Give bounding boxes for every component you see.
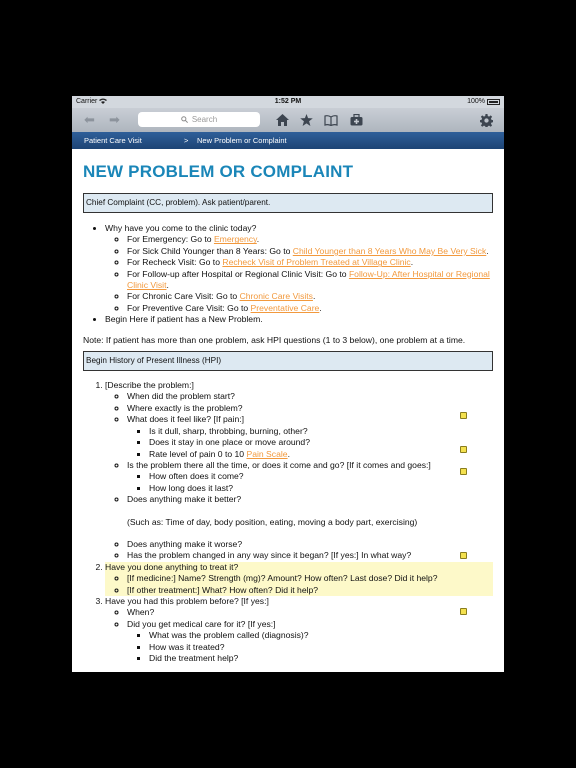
list-item: ▪ Did the treatment help?	[149, 653, 493, 664]
toolbar	[72, 108, 504, 132]
medical-bag-icon[interactable]	[348, 112, 364, 128]
list-item: ◦ When?	[127, 607, 493, 618]
battery-icon	[487, 99, 500, 105]
option-text: For Sick Child Younger than 8 Years: Go to	[127, 245, 293, 256]
star-icon[interactable]	[298, 112, 314, 128]
question-sublist	[105, 391, 493, 561]
follow-up-link[interactable]: Follow-Up: After Hospital or Regional Clinic Visit	[127, 268, 490, 291]
question-label: Have you done anything to treat it?	[105, 561, 239, 572]
option-text: For Chronic Care Visit: Go to	[127, 291, 240, 302]
visit-option-chronic	[127, 291, 493, 302]
recheck-link[interactable]: Recheck Visit of Problem Treated at Village Clinic	[222, 257, 411, 268]
list-item: ◦ Where exactly is the problem?	[127, 403, 493, 414]
sick-child-link[interactable]: Child Younger than 8 Years Who May Be Very Sick	[292, 245, 487, 256]
item-text: Rate level of pain 0 to 10	[149, 448, 247, 459]
begin-here-item: • Begin Here if patient has a New Problem.	[105, 314, 493, 325]
multi-problem-note: Note: If patient has more than one problem, ask HPI questions (1 to 3 below), one problem at a time.	[83, 334, 466, 345]
item-suffix: .	[287, 448, 290, 459]
option-suffix: .	[486, 245, 489, 256]
emergency-link[interactable]: Emergency	[213, 234, 257, 245]
pain-sublist	[127, 426, 493, 460]
list-item: ▪ What was the problem called (diagnosis)?	[149, 630, 493, 641]
gear-icon[interactable]	[478, 112, 494, 128]
hpi-box: Begin History of Present Illness (HPI)	[83, 351, 493, 371]
list-item: ◦ When did the problem start?	[127, 391, 493, 402]
item-text: Did you get medical care for it? [If yes:]	[127, 618, 276, 629]
breadcrumb	[72, 132, 504, 149]
visit-option-follow-up	[127, 269, 493, 292]
chief-complaint-box: Chief Complaint (CC, problem). Ask patient/parent.	[83, 193, 493, 213]
home-icon[interactable]	[274, 112, 290, 128]
visit-type-list	[83, 223, 493, 326]
option-suffix: .	[256, 234, 260, 245]
question-label: [Describe the problem:]	[105, 380, 194, 391]
list-item	[127, 414, 493, 460]
item-text: Does anything make it better?	[127, 494, 242, 505]
status-time: 1:52 PM	[274, 98, 302, 105]
list-item: ◦ [If other treatment:] What? How often? Did it help?	[127, 585, 493, 596]
list-item	[127, 619, 493, 665]
option-suffix: .	[312, 291, 316, 302]
hpi-question-1	[105, 380, 493, 562]
status-bar	[72, 96, 504, 108]
list-item: ▪ How often does it come?	[149, 471, 493, 482]
forward-arrow-icon[interactable]: ➡	[109, 112, 120, 127]
visit-options	[105, 234, 493, 314]
question-label: Have you had this problem before? [If yes:]	[105, 595, 269, 606]
visit-option-sick-child	[127, 246, 493, 257]
option-suffix: .	[410, 257, 414, 268]
app-screen	[72, 96, 504, 672]
option-suffix: .	[319, 302, 322, 313]
list-item: ◦ Has the problem changed in any way since it began? [If yes:] In what way?	[127, 550, 493, 561]
chronic-care-link[interactable]: Chronic Care Visits	[239, 291, 313, 302]
care-sublist	[127, 630, 493, 664]
page-title: NEW PROBLEM OR COMPLAINT	[83, 162, 354, 181]
list-item: ▪ How long does it last?	[149, 483, 493, 494]
search-placeholder: Search	[191, 115, 218, 124]
pain-scale-link[interactable]: Pain Scale	[246, 448, 288, 459]
visit-option-preventive	[127, 303, 493, 314]
breadcrumb-separator: >	[184, 136, 189, 145]
search-icon	[181, 116, 188, 123]
back-arrow-icon[interactable]: ⬅	[84, 112, 95, 127]
breadcrumb-current: New Problem or Complaint	[197, 136, 287, 145]
hpi-question-3	[105, 596, 493, 664]
option-text: For Follow-up after Hospital or Regional Clinic Visit: Go to	[127, 268, 349, 279]
battery-indicator	[467, 98, 500, 105]
come-go-sublist	[127, 471, 493, 494]
book-icon[interactable]	[323, 112, 339, 128]
list-item: ◦ Does anything make it worse?	[127, 539, 493, 550]
carrier-text: Carrier	[76, 98, 98, 105]
question-sublist	[105, 573, 493, 596]
visit-option-recheck	[127, 257, 493, 268]
option-text: For Recheck Visit: Go to	[127, 257, 223, 268]
list-item: ▪ Is it dull, sharp, throbbing, burning, other?	[149, 426, 493, 437]
question-sublist	[105, 607, 493, 664]
hpi-questions	[83, 380, 493, 664]
breadcrumb-parent[interactable]: Patient Care Visit	[84, 136, 142, 145]
preventative-care-link[interactable]: Preventative Care	[250, 302, 320, 313]
search-input[interactable]	[138, 112, 260, 127]
list-item: ▪ Does it stay in one place or move around?	[149, 437, 493, 448]
list-item: ◦ [If medicine:] Name? Strength (mg)? Amount? How often? Last dose? Did it help?	[127, 573, 493, 584]
battery-percent: 100%	[467, 98, 485, 105]
option-text: For Emergency: Go to	[127, 234, 214, 245]
list-item	[105, 223, 493, 314]
list-item	[149, 449, 493, 460]
better-example: (Such as: Time of day, body position, eating, moving a body part, exercising)	[127, 516, 418, 527]
option-suffix: .	[166, 280, 169, 291]
list-item	[127, 494, 493, 539]
list-item: ▪ How was it treated?	[149, 642, 493, 653]
item-text: What does it feel like? [If pain:]	[127, 414, 245, 425]
why-question: Why have you come to the clinic today?	[105, 223, 257, 233]
hpi-question-2	[105, 562, 493, 596]
item-text: Is the problem there all the time, or does it come and go? [If it comes and goes:]	[127, 459, 431, 470]
page-content	[83, 149, 493, 664]
option-text: For Preventive Care Visit: Go to	[127, 302, 251, 313]
list-item	[127, 460, 493, 494]
visit-option-emergency	[127, 234, 493, 245]
